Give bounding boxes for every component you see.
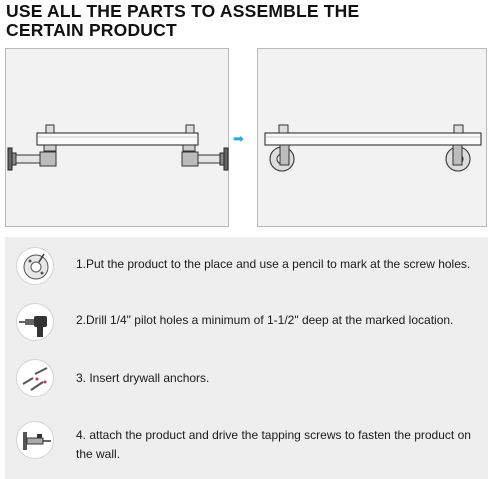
tapping-screw-icon bbox=[16, 421, 54, 459]
step-4-text: 4. attach the product and drive the tapping screws to fasten the product on the wall. bbox=[76, 428, 471, 461]
step-2-text: 2.Drill 1/4" pilot holes a minimum of 1-1/2" deep at the marked location. bbox=[76, 313, 454, 327]
pencil-mark-icon bbox=[16, 247, 54, 285]
installation-steps bbox=[5, 237, 488, 479]
drill-icon bbox=[16, 303, 54, 341]
right-arrow-icon: ➡ bbox=[233, 131, 244, 146]
exploded-shelf-parts-image bbox=[6, 49, 230, 228]
step-1-text: 1.Put the product to the place and use a pencil to mark at the screw holes. bbox=[76, 257, 471, 271]
page-title bbox=[6, 2, 486, 40]
title-line-1: USE ALL THE PARTS TO ASSEMBLE THE bbox=[6, 1, 360, 21]
drywall-anchor-icon bbox=[16, 359, 54, 397]
assembled-shelf-image bbox=[258, 49, 488, 228]
parts-illustration-panel bbox=[5, 48, 229, 227]
assembled-illustration-panel bbox=[257, 48, 487, 227]
step-3-text: 3. Insert drywall anchors. bbox=[76, 371, 210, 385]
title-line-2: CERTAIN PRODUCT bbox=[6, 20, 177, 40]
